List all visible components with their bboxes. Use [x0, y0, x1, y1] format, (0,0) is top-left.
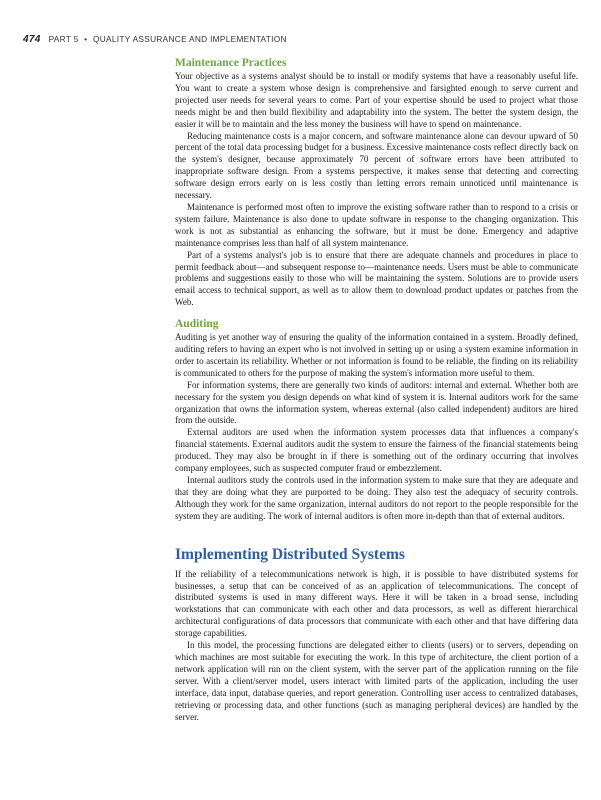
paragraph: Part of a systems analyst's job is to ensure that there are adequate channels and procedures in place to permit feedback about—and subsequent response to—maintenance needs. Users must be able to communicate problems and suggestions easily to those who will be maintaining the system. Solutions are to provide users email access to technical support, as well as to allow them to download product updates or patches from the Web.	[175, 249, 578, 308]
paragraph: Reducing maintenance costs is a major concern, and software maintenance alone can devour upward of 50 percent of the total data processing budget for a business. Excessive maintenance costs reflect directly back on the system's designer, because approximately 70 percent of software errors have been attributed to inappropriate software design. From a systems perspective, it makes sense that detecting and correcting software design errors early on is less costly than letting errors remain unnoticed until maintenance is necessary.	[175, 130, 578, 201]
heading-auditing: Auditing	[175, 318, 219, 331]
paragraph: For information systems, there are generally two kinds of auditors: internal and external. Whether both are necessary for the system you design depends on what kind of system it is. Internal auditors work for the same organization that owns the information system, whereas external (also called independent) auditors are hired from the outside.	[175, 379, 578, 426]
running-head	[23, 34, 287, 45]
page-number: 474	[23, 34, 41, 45]
heading-maintenance-practices: Maintenance Practices	[175, 57, 287, 69]
bullet-separator: •	[84, 34, 88, 44]
paragraph: External auditors are used when the information system processes data that influences a company's financial statements. External auditors audit the system to ensure the fairness of the financial statements being produced. They may also be brought in if there is something out of the ordinary occurring that involves company employees, such as suspected computer fraud or embezzlement.	[175, 427, 578, 474]
heading-implementing-distributed-systems: Implementing Distributed Systems	[175, 545, 405, 563]
body-column	[175, 56, 578, 723]
paragraph: Auditing is yet another way of ensuring the quality of the information contained in a system. Broadly defined, auditing refers to having an expert who is not involved in setting up or using a system examine information in order to ascertain its reliability. Whether or not information is found to be reliable, the finding on its reliability is communicated to others for the purpose of making the system's information more useful to them.	[175, 332, 578, 378]
paragraph: In this model, the processing functions are delegated either to clients (users) or to servers, depending on which machines are most suitable for executing the work. In this type of architecture, the client portion of a network application will run on the client system, with the server part of the application running on the file server. With a client/server model, users interact with limited parts of the application, including the user interface, data input, database queries, and report generation. Controlling user access to centralized databases, retrieving or processing data, and other functions (such as managing peripheral devices) are handled by the server.	[175, 640, 578, 722]
section-title: QUALITY ASSURANCE AND IMPLEMENTATION	[92, 34, 287, 44]
part-label: PART 5	[48, 34, 79, 44]
paragraph: Your objective as a systems analyst should be to install or modify systems that have a reasonably useful life. You want to create a system whose design is comprehensive and farsighted enough to serve current and projected user needs for several years to come. Part of your expertise should be used to project what those needs might be and then build flexibility and adaptability into the system. The better the system design, the easier it will be to maintain and the less money the business will have to spend on maintenance.	[175, 71, 578, 129]
paragraph: If the reliability of a telecommunications network is high, it is possible to have distributed systems for businesses, a setup that can be conceived of as an application of telecommunications. The concept of distributed systems is used in many different ways. Here it will be taken in a broad sense, including workstations that can communicate with each other and data processors, as well as different hierarchical architectural configurations of data processors that communicate with each other and that have differing data storage capabilities.	[175, 568, 578, 639]
paragraph: Maintenance is performed most often to improve the existing software rather than to respond to a crisis or system failure. Maintenance is also done to update software in response to the changing organization. This work is not as substantial as enhancing the software, but it must be done. Emergency and adaptive maintenance comprises less than half of all system maintenance.	[175, 201, 578, 248]
paragraph: Internal auditors study the controls used in the information system to make sure that they are adequate and that they are doing what they are purported to be doing. They also test the adequacy of security controls. Although they work for the same organization, internal auditors do not report to the people responsible for the system they are auditing. The work of internal auditors is often more in-depth than that of external auditors.	[175, 475, 578, 521]
